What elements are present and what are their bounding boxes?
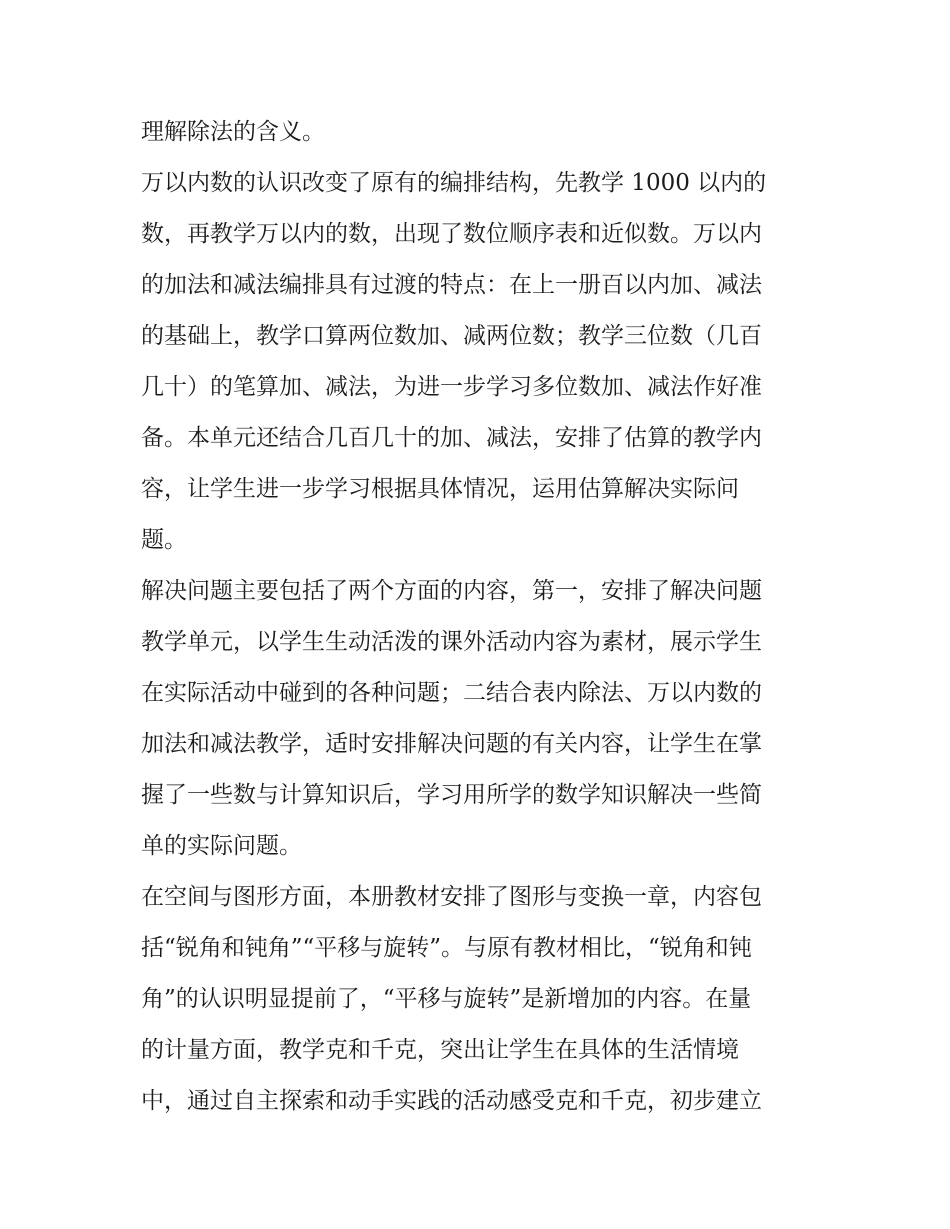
text-line: 加法和减法教学，适时安排解决问题的有关内容，让学生在掌 bbox=[141, 731, 762, 757]
text-line: 括“锐角和钝角”“平移与旋转”。与原有教材相比，“锐角和钝 bbox=[141, 935, 752, 961]
document-body bbox=[141, 107, 813, 1127]
text-line: 解决问题主要包括了两个方面的内容，第一，安排了解决问题 bbox=[141, 578, 762, 604]
text-line: 万以内数的认识改变了原有的编排结构，先教学 1000 以内的 bbox=[141, 170, 767, 196]
text-line: 备。本单元还结合几百几十的加、减法，安排了估算的教学内 bbox=[141, 425, 762, 451]
text-line: 握了一些数与计算知识后，学习用所学的数学知识解决一些简 bbox=[141, 782, 762, 808]
text-line: 的加法和减法编排具有过渡的特点：在上一册百以内加、减法 bbox=[141, 272, 762, 298]
text-line: 几十）的笔算加、减法，为进一步学习多位数加、减法作好准 bbox=[141, 374, 762, 400]
text-line: 单的实际问题。 bbox=[141, 833, 302, 859]
text-line: 数，再教学万以内的数，出现了数位顺序表和近似数。万以内 bbox=[141, 221, 762, 247]
text-line: 容，让学生进一步学习根据具体情况，运用估算解决实际问 bbox=[141, 476, 739, 502]
text-line: 角”的认识明显提前了，“平移与旋转”是新增加的内容。在量 bbox=[141, 986, 752, 1012]
text-line: 中，通过自主探索和动手实践的活动感受克和千克，初步建立 bbox=[141, 1088, 762, 1114]
text-line: 的计量方面，教学克和千克，突出让学生在具体的生活情境 bbox=[141, 1037, 739, 1063]
text-line: 题。 bbox=[141, 527, 187, 553]
text-line: 在空间与图形方面，本册教材安排了图形与变换一章，内容包 bbox=[141, 884, 762, 910]
text-line: 教学单元，以学生生动活泼的课外活动内容为素材，展示学生 bbox=[141, 629, 762, 655]
text-line: 理解除法的含义。 bbox=[141, 119, 325, 145]
text-line: 在实际活动中碰到的各种问题；二结合表内除法、万以内数的 bbox=[141, 680, 762, 706]
text-line: 的基础上，教学口算两位数加、减两位数；教学三位数（几百 bbox=[141, 323, 762, 349]
